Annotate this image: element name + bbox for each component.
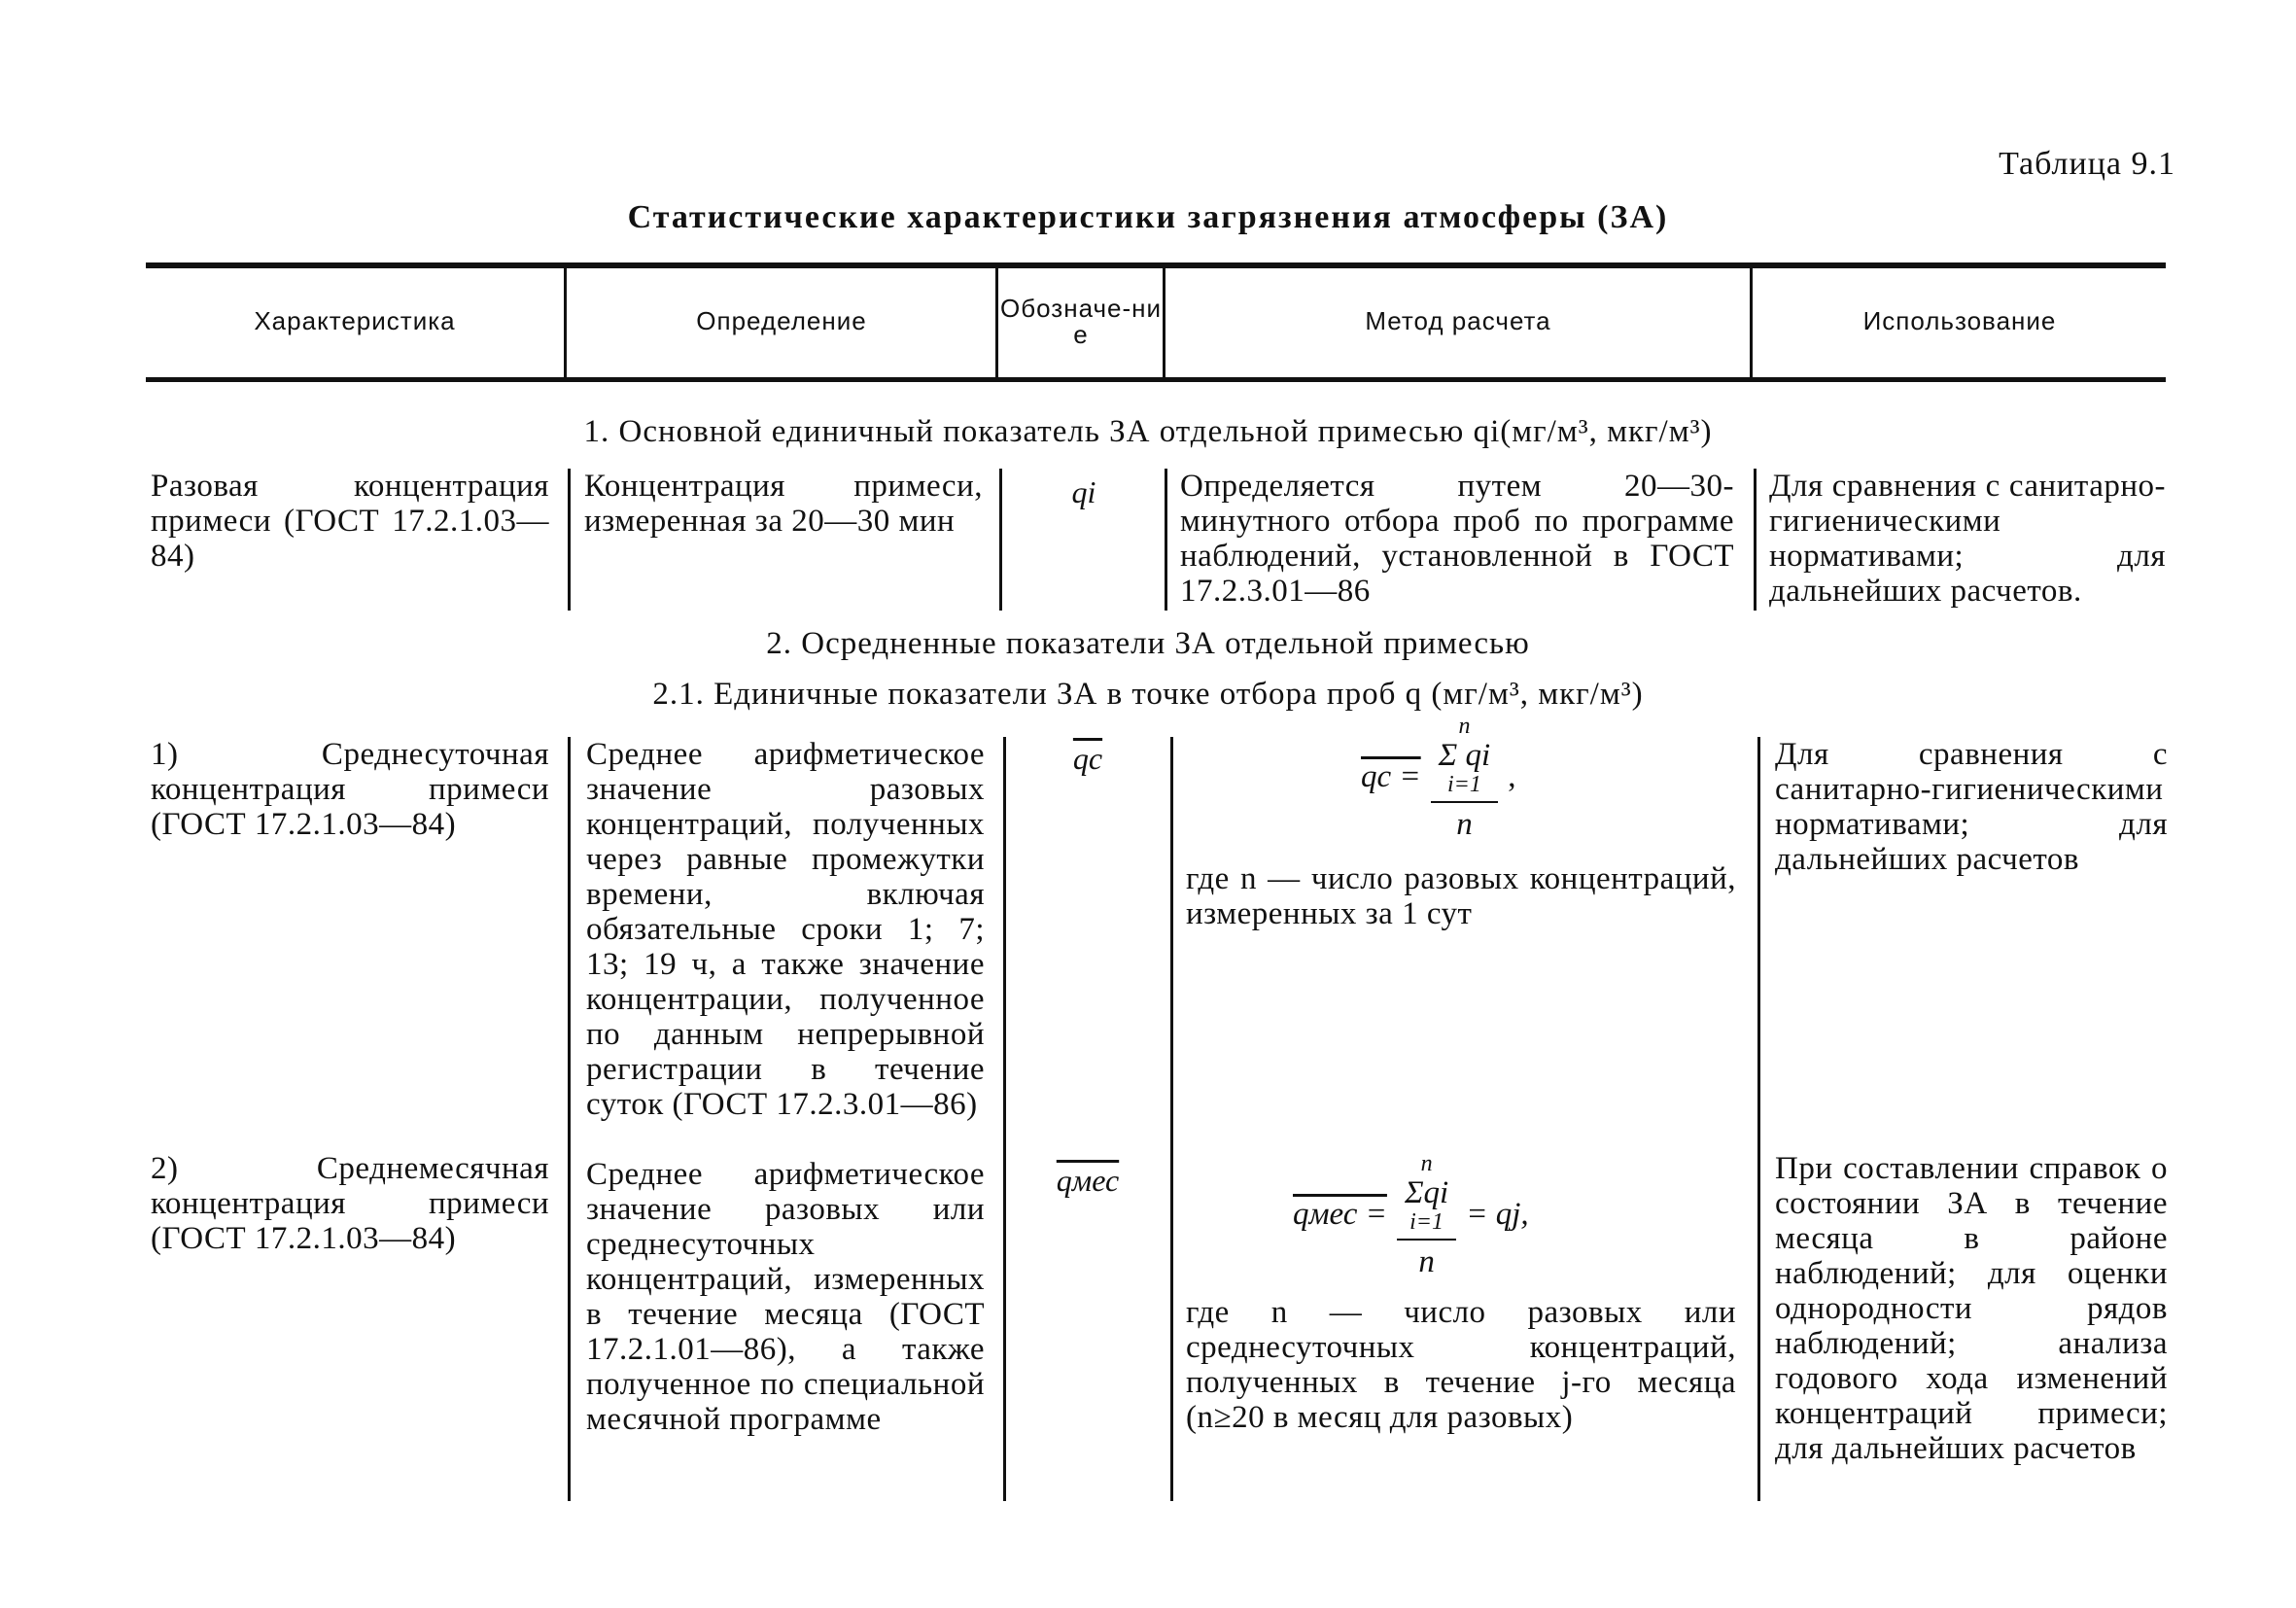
row3-symbol: qмес [1056, 1163, 1120, 1198]
row2-characteristic: 1) Среднесуточная концентрация примеси (ГОСТ 17.2.1.03—84) [151, 737, 549, 842]
section-2-1-heading: 2.1. Единичные показатели ЗА в точке отбора проб q (мг/м³, мкг/м³) [652, 677, 1644, 712]
row3-formula-sum-top: n [1420, 1151, 1433, 1176]
table-number: Таблица 9.1 [1999, 146, 2175, 182]
row3-formula-sum: Σqi [1404, 1175, 1449, 1210]
row2-divider-4 [1757, 737, 1760, 1501]
row2-divider-3 [1170, 737, 1173, 1501]
row3-usage: При составлении справок о состоянии ЗА в течение месяца в районе наблюдений; для оценки однородности рядов наблюдений; анализа годового хода изменений концентраций примеси; для дальнейших расчетов [1775, 1151, 2168, 1466]
row3-characteristic: 2) Среднемесячная концентрация примеси (ГОСТ 17.2.1.03—84) [151, 1151, 549, 1256]
row2-definition: Среднее арифметическое значение разовых концентраций, полученных через равные промежутки времени, включая обязательные сроки 1; 7; 13; 19 ч, а также значение концентрации, полученное по данным непрерывной регистрации в течение суток (ГОСТ 17.2.3.01—86) [586, 737, 985, 1122]
row2-formula-numerator [1431, 712, 1499, 803]
row2-formula-sum: Σ qi [1438, 738, 1491, 773]
row1-divider-3 [1165, 469, 1167, 611]
row1-usage: Для сравнения с санитарно-гигиеническими нормативами; для дальнейших расчетов. [1769, 469, 2166, 609]
section-2-heading: 2. Осредненные показатели ЗА отдельной примесью [766, 626, 1530, 661]
row3-formula-numerator [1397, 1149, 1456, 1241]
row2-symbol: qс [1072, 741, 1103, 776]
header-usage: Использование [1862, 306, 2057, 336]
row1-characteristic: Разовая концентрация примеси (ГОСТ 17.2.1.03—84) [151, 469, 549, 574]
row1-symbol: qi [1071, 474, 1096, 509]
header-characteristic: Характеристика [254, 306, 456, 336]
header-definition: Определение [696, 306, 867, 336]
header-method: Метод расчета [1365, 306, 1551, 336]
row3-formula-lhs: qмес = [1293, 1197, 1387, 1232]
row3-formula-fraction [1397, 1149, 1456, 1280]
header-divider-4 [1750, 268, 1753, 377]
row1-divider-4 [1754, 469, 1757, 611]
row1-definition: Концентрация примеси, измеренная за 20—30 мин [584, 469, 983, 539]
row3-formula-sum-bottom: i=1 [1409, 1209, 1444, 1235]
row2-divider-2 [1003, 737, 1006, 1501]
row2-divider-1 [568, 737, 571, 1501]
table-title: Статистические характеристики загрязнения атмосферы (ЗА) [627, 199, 1669, 235]
row2-usage: Для сравнения с санитарно-гигиеническими нормативами; для дальнейших расчетов [1775, 737, 2168, 877]
row3-method: где n — число разовых или среднесуточных концентраций, полученных в течение j-го месяца (n≥20 в месяц для разовых) [1186, 1295, 1736, 1435]
row1-divider-1 [568, 469, 571, 611]
row2-formula-sum-top: n [1458, 714, 1471, 739]
row2-formula-denominator: n [1456, 807, 1473, 842]
row2-formula [1361, 712, 1515, 843]
row2-method: где n — число разовых концентраций, измеренных за 1 сут [1186, 861, 1736, 931]
row3-formula-tail: = qj, [1466, 1197, 1529, 1232]
row3-formula-denominator: n [1418, 1244, 1435, 1279]
header-bottom-rule [146, 377, 2166, 382]
header-divider-2 [995, 268, 998, 377]
row3-definition: Среднее арифметическое значение разовых или среднесуточных концентраций, измеренных в течение месяца (ГОСТ 17.2.1.01—86), а также полученное по специальной месячной программе [586, 1157, 985, 1437]
header-divider-3 [1163, 268, 1165, 377]
row1-method: Определяется путем 20—30-минутного отбора проб по программе наблюдений, установленной в ГОСТ 17.2.3.01—86 [1180, 469, 1734, 609]
row2-formula-sum-bottom: i=1 [1447, 772, 1481, 797]
section-1-heading: 1. Основной единичный показатель ЗА отдельной примесью qi(мг/м³, мкг/м³) [583, 414, 1713, 449]
row2-formula-fraction [1431, 712, 1499, 843]
row1-divider-2 [999, 469, 1002, 611]
row2-formula-tail: , [1508, 759, 1516, 794]
row2-formula-lhs: qс = [1361, 759, 1421, 794]
header-divider-1 [564, 268, 567, 377]
row3-formula [1293, 1149, 1529, 1280]
header-symbol: Обозначе-ние [1000, 293, 1162, 349]
